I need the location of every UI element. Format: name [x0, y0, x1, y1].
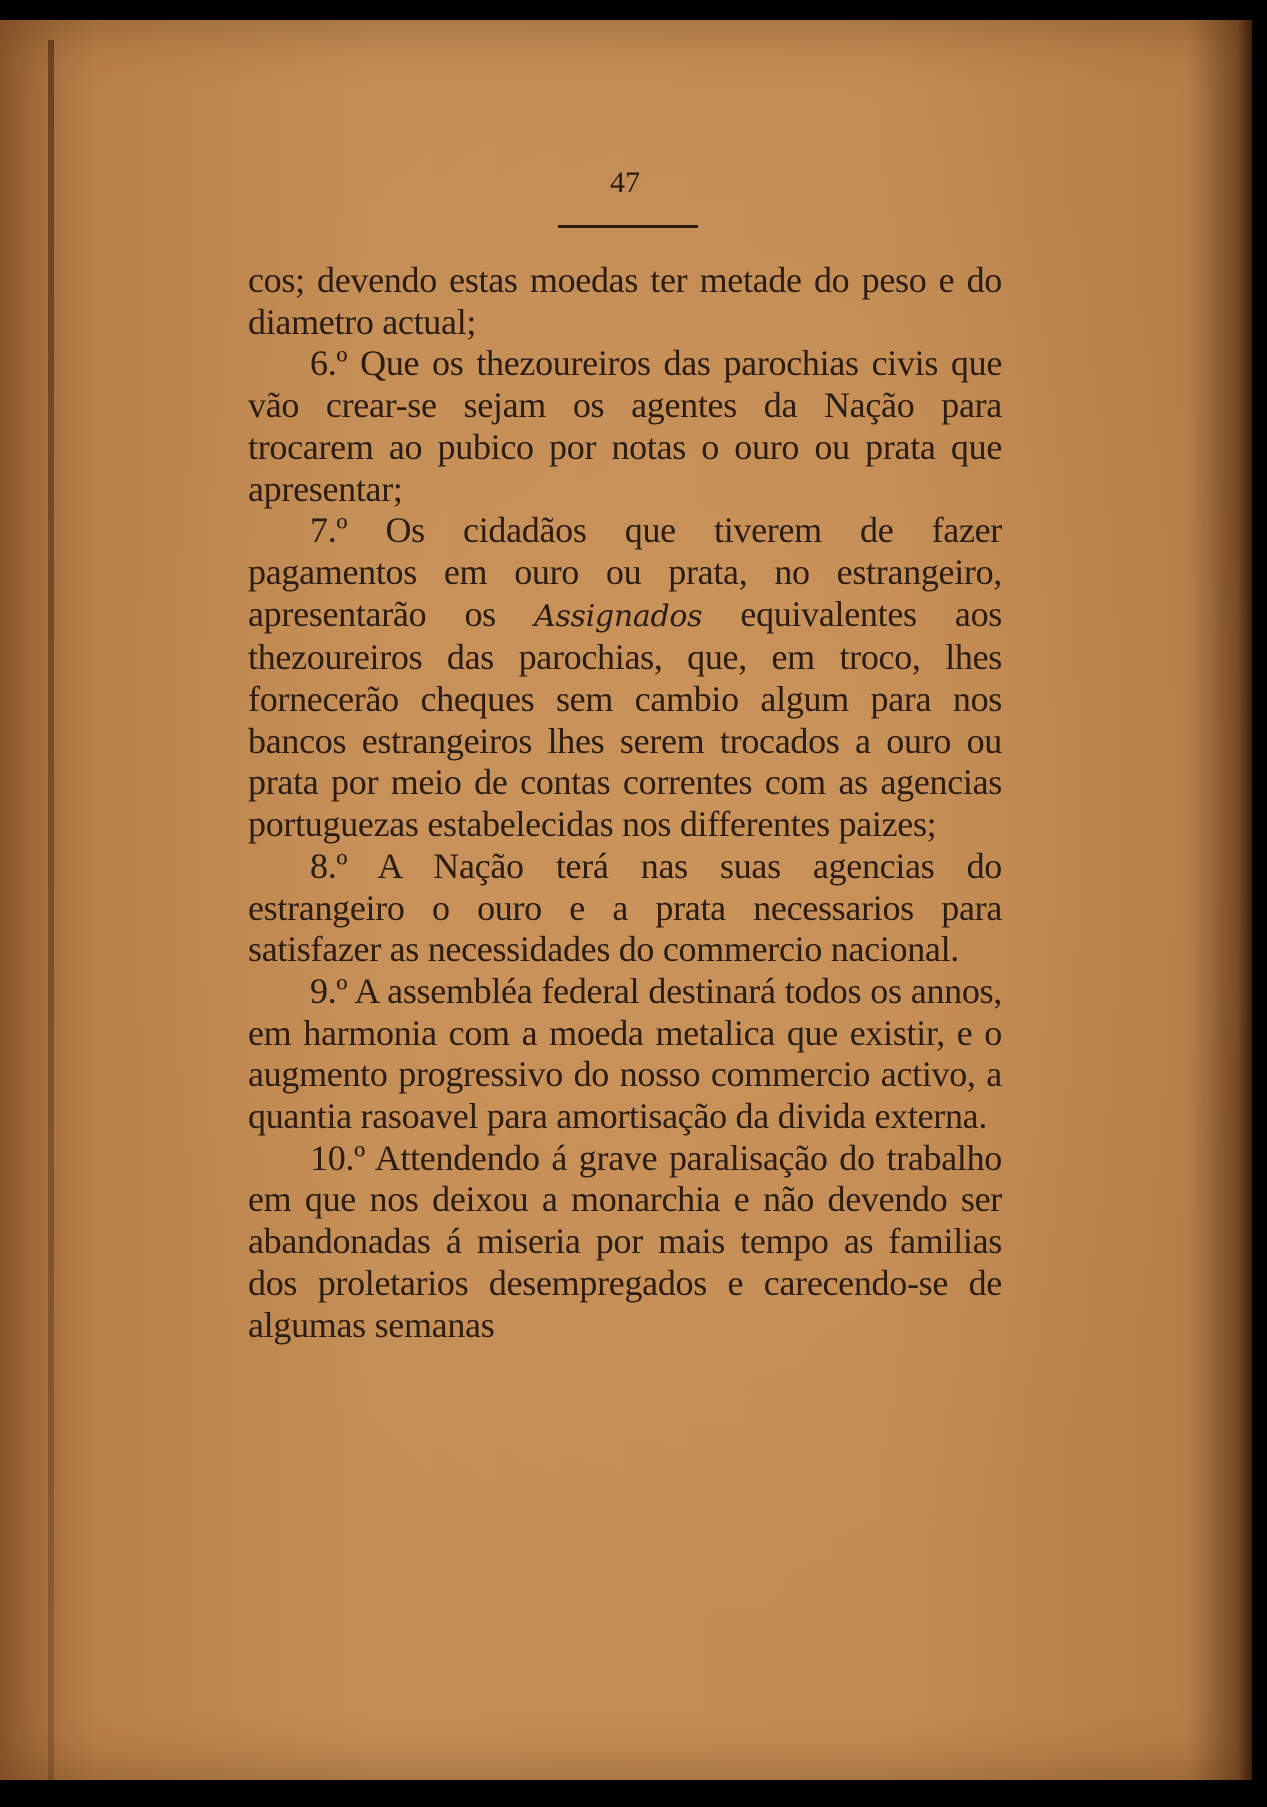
page-number: 47 — [610, 166, 640, 199]
paragraph-continuation: cos; devendo estas moedas ter metade do peso e do diametro actual; — [248, 260, 1002, 342]
paragraph-item-9: 9.º A assembléa federal destinará todos os annos, em harmonia com a moeda metalica que existir, e o augmento progressivo do nosso commercio activo, a quantia rasoavel para amortisação da divida externa. — [248, 970, 1002, 1137]
book-page — [0, 20, 1252, 1780]
assignados-term: Assignados — [534, 598, 703, 634]
paragraph-item-7-end: equivalentes aos thezoureiros das parochias, que, em troco, lhes fornecerão cheques sem cambio algum para nos bancos estrangeiros lhes serem trocados a ouro ou prata por meio de contas correntes com as agencias portuguezas estabelecidas nos differentes paizes; — [248, 593, 1002, 845]
paragraph-item-7 — [248, 510, 1002, 846]
paragraph-item-10: 10.º Attendendo á grave paralisação do trabalho em que nos deixou a monarchia e não devendo ser abandonadas á miseria por mais tempo as familias dos proletarios desempregados e carecendo-se de algumas semanas — [248, 1137, 1002, 1345]
page-edge-shadow — [1238, 20, 1252, 1780]
paragraph-item-7-start: 7.º Os cidadãos que tiverem de fazer pagamentos em ouro ou prata, no estrangeiro, apresentarão os — [248, 510, 1002, 634]
paragraph-item-6: 6.º Que os thezoureiros das parochias civis que vão crear-se sejam os agentes da Nação para trocarem ao pubico por notas o ouro ou prata que apresentar; — [248, 343, 1002, 509]
page-gutter — [48, 40, 54, 1780]
paragraph-item-8: 8.º A Nação terá nas suas agencias do estrangeiro o ouro e a prata necessarios para satisfazer as necessidades do commercio nacional. — [248, 845, 1002, 970]
body-text — [248, 260, 1002, 1346]
page-number-rule — [558, 225, 698, 228]
